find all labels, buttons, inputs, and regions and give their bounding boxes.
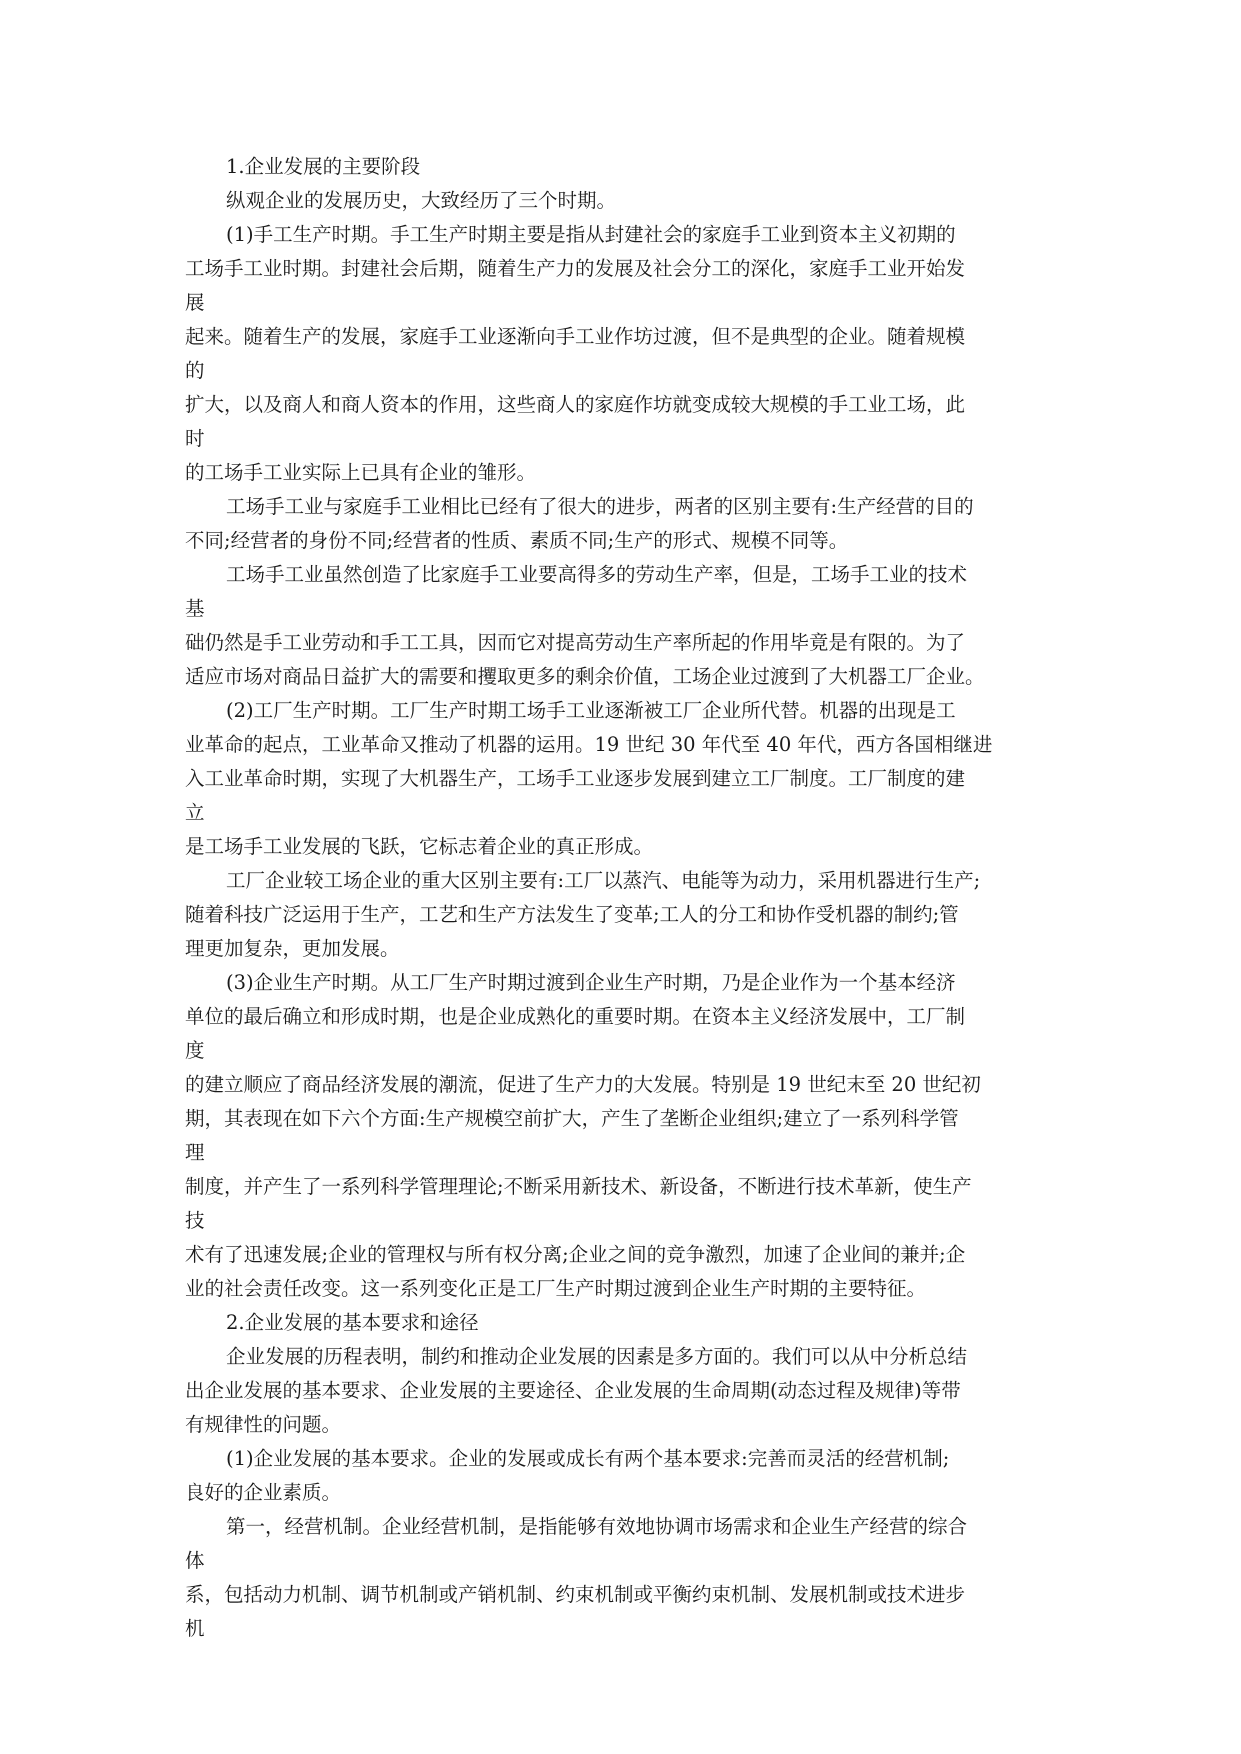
text-line: 制度，并产生了一系列科学管理理论;不断采用新技术、新设备，不断进行技术革新，使生产 — [185, 1175, 972, 1198]
text-line: 2.企业发展的基本要求和途径 — [226, 1311, 479, 1334]
text-line: 工厂企业较工场企业的重大区别主要有:工厂以蒸汽、电能等为动力，采用机器进行生产; — [226, 869, 981, 892]
text-line: 基 — [185, 597, 205, 620]
text-line: 工场手工业虽然创造了比家庭手工业要高得多的劳动生产率，但是，工场手工业的技术 — [226, 563, 968, 586]
text-line: (1)企业发展的基本要求。企业的发展或成长有两个基本要求:完善而灵活的经营机制; — [226, 1447, 950, 1470]
text-line: 适应市场对商品日益扩大的需要和攫取更多的剩余价值，工场企业过渡到了大机器工厂企业。 — [185, 665, 985, 688]
text-line: 纵观企业的发展历史，大致经历了三个时期。 — [226, 189, 617, 212]
text-line: 第一，经营机制。企业经营机制，是指能够有效地协调市场需求和企业生产经营的综合 — [226, 1515, 968, 1538]
text-line: 业的社会责任改变。这一系列变化正是工厂生产时期过渡到企业生产时期的主要特征。 — [185, 1277, 927, 1300]
text-line: 出企业发展的基本要求、企业发展的主要途径、企业发展的生命周期(动态过程及规律)等带 — [185, 1379, 961, 1402]
text-line: 础仍然是手工业劳动和手工工具，因而它对提高劳动生产率所起的作用毕竟是有限的。为了 — [185, 631, 966, 654]
text-line: 工场手工业与家庭手工业相比已经有了很大的进步，两者的区别主要有:生产经营的目的 — [226, 495, 974, 518]
text-line: 单位的最后确立和形成时期，也是企业成熟化的重要时期。在资本主义经济发展中，工厂制 — [185, 1005, 966, 1028]
text-line: 良好的企业素质。 — [185, 1481, 342, 1504]
text-line: 展 — [185, 291, 205, 314]
text-line: 机 — [185, 1617, 205, 1640]
text-line: 的工场手工业实际上已具有企业的雏形。 — [185, 461, 537, 484]
text-line: 的 — [185, 359, 205, 382]
text-line: 起来。随着生产的发展，家庭手工业逐渐向手工业作坊过渡，但不是典型的企业。随着规模 — [185, 325, 966, 348]
text-line: (3)企业生产时期。从工厂生产时期过渡到企业生产时期，乃是企业作为一个基本经济 — [226, 971, 956, 994]
text-line: 是工场手工业发展的飞跃，它标志着企业的真正形成。 — [185, 835, 654, 858]
text-line: 术有了迅速发展;企业的管理权与所有权分离;企业之间的竞争激烈，加速了企业间的兼并;企 — [185, 1243, 966, 1266]
text-line: 理 — [185, 1141, 205, 1164]
text-line: 工场手工业时期。封建社会后期，随着生产力的发展及社会分工的深化，家庭手工业开始发 — [185, 257, 966, 280]
text-line: 期，其表现在如下六个方面:生产规模空前扩大，产生了垄断企业组织;建立了一系列科学管 — [185, 1107, 959, 1130]
document-body — [185, 150, 1065, 1646]
text-line: 有规律性的问题。 — [185, 1413, 342, 1436]
text-line: 时 — [185, 427, 205, 450]
text-line: 度 — [185, 1039, 205, 1062]
text-line: 系，包括动力机制、调节机制或产销机制、约束机制或平衡约束机制、发展机制或技术进步 — [185, 1583, 966, 1606]
text-line: 理更加复杂，更加发展。 — [185, 937, 400, 960]
text-line: (2)工厂生产时期。工厂生产时期工场手工业逐渐被工厂企业所代替。机器的出现是工 — [226, 699, 956, 722]
text-line: 技 — [185, 1209, 205, 1232]
text-line: 扩大，以及商人和商人资本的作用，这些商人的家庭作坊就变成较大规模的手工业工场，此 — [185, 393, 966, 416]
text-line: 企业发展的历程表明，制约和推动企业发展的因素是多方面的。我们可以从中分析总结 — [226, 1345, 968, 1368]
text-line: 入工业革命时期，实现了大机器生产，工场手工业逐步发展到建立工厂制度。工厂制度的建 — [185, 767, 966, 790]
text-line: 业革命的起点，工业革命又推动了机器的运用。19 世纪 30 年代至 40 年代，西方各国相继进 — [185, 733, 993, 756]
text-line: 1.企业发展的主要阶段 — [226, 155, 421, 178]
text-line: (1)手工生产时期。手工生产时期主要是指从封建社会的家庭手工业到资本主义初期的 — [226, 223, 956, 246]
text-line: 体 — [185, 1549, 205, 1572]
text-line: 的建立顺应了商品经济发展的潮流，促进了生产力的大发展。特别是 19 世纪末至 20 世纪初 — [185, 1073, 981, 1096]
text-line: 立 — [185, 801, 205, 824]
text-line: 不同;经营者的身份不同;经营者的性质、素质不同;生产的形式、规模不同等。 — [185, 529, 849, 552]
text-line: 随着科技广泛运用于生产，工艺和生产方法发生了变革;工人的分工和协作受机器的制约;管 — [185, 903, 959, 926]
